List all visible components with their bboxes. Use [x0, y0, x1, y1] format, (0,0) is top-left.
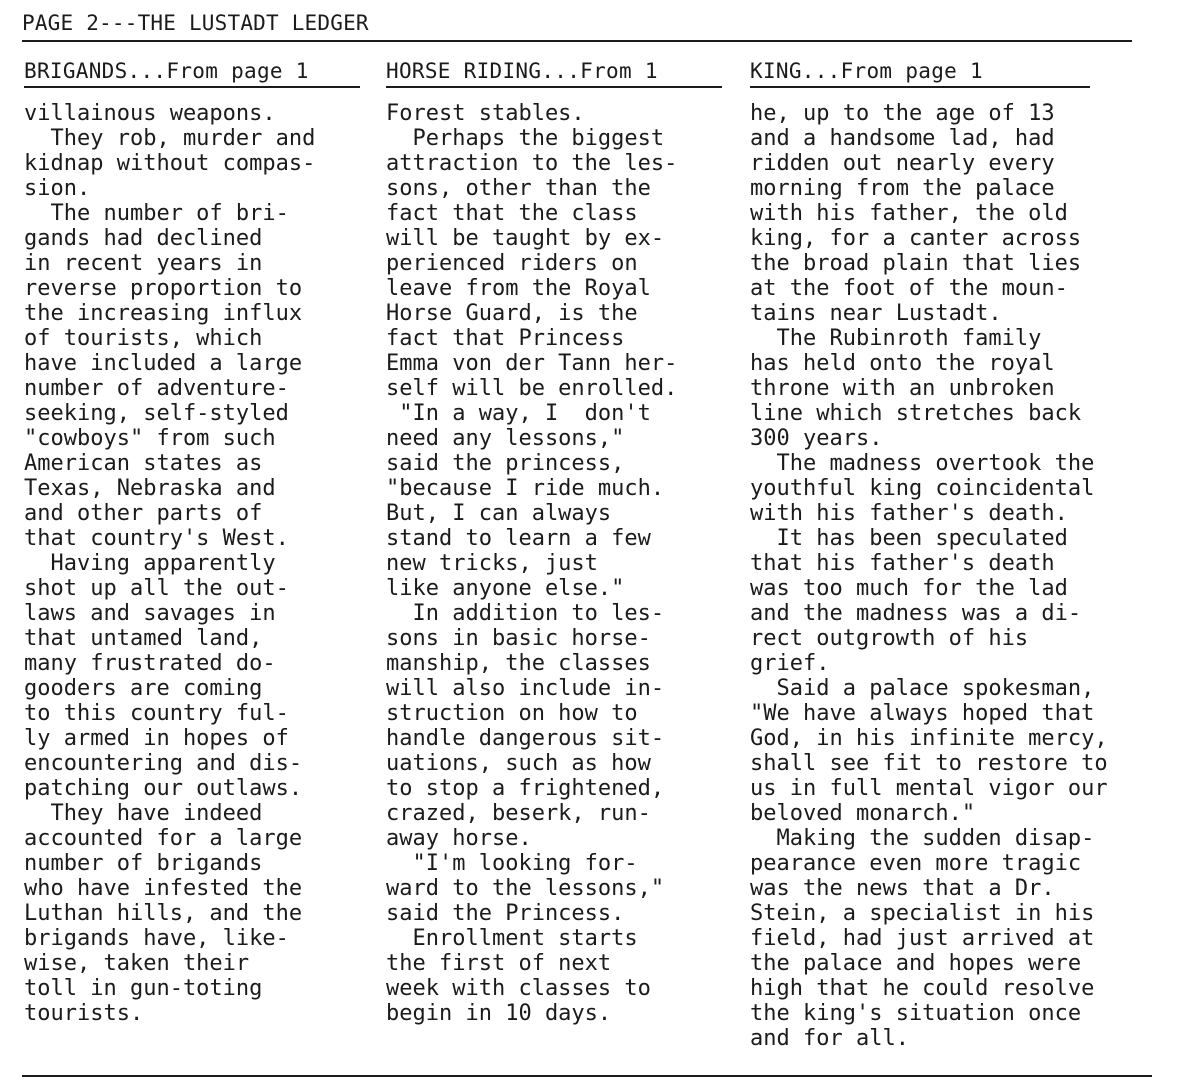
article-line: Enrollment starts [386, 926, 638, 951]
article-line: ridden out nearly every [750, 151, 1055, 176]
article-line: youthful king coincidental [750, 476, 1095, 501]
article-line: 300 years. [750, 426, 883, 451]
article-line: crazed, beserk, run- [386, 801, 651, 826]
article-line: brigands have, like- [24, 926, 289, 951]
article-line: many frustrated do- [24, 651, 276, 676]
article-line: was too much for the lad [750, 576, 1068, 601]
article-line: Stein, a specialist in his [750, 901, 1095, 926]
article-line: Perhaps the biggest [386, 126, 665, 151]
article-column-horse-riding [386, 58, 722, 1026]
article-line: has held onto the royal [750, 351, 1055, 376]
article-line: the palace and hopes were [750, 951, 1082, 976]
article-line: fact that the class [386, 201, 638, 226]
article-line: accounted for a large [24, 826, 303, 851]
article-line: tourists. [24, 1001, 144, 1026]
article-line: ward to the lessons," [386, 876, 665, 901]
article-line: to this country ful- [24, 701, 289, 726]
article-line: high that he could resolve [750, 976, 1095, 1001]
article-line: to stop a frightened, [386, 776, 665, 801]
article-line: The madness overtook the [750, 451, 1095, 476]
article-line: Emma von der Tann her- [386, 351, 678, 376]
article-line: patching our outlaws. [24, 776, 303, 801]
column-body-brigands [24, 101, 360, 1026]
article-line: reverse proportion to [24, 276, 303, 301]
footer-rule [22, 1075, 1152, 1077]
article-line: the broad plain that lies [750, 251, 1082, 276]
article-line: seeking, self-styled [24, 401, 289, 426]
article-line: with his father's death. [750, 501, 1068, 526]
article-line: the first of next [386, 951, 612, 976]
article-line: kidnap without compas- [24, 151, 316, 176]
article-line: uations, such as how [386, 751, 651, 776]
article-line: handle dangerous sit- [386, 726, 665, 751]
article-line: grief. [750, 651, 830, 676]
article-line: with his father, the old [750, 201, 1068, 226]
article-line: like anyone else." [386, 576, 625, 601]
article-line: pearance even more tragic [750, 851, 1082, 876]
article-line: shall see fit to restore to [750, 751, 1108, 776]
article-line: self will be enrolled. [386, 376, 678, 401]
article-line: They have indeed [24, 801, 263, 826]
article-line: and for all. [750, 1026, 909, 1051]
article-line: Luthan hills, and the [24, 901, 303, 926]
article-line: American states as [24, 451, 263, 476]
column-heading-king: KING...From page 1 [750, 58, 1090, 88]
article-line: Said a palace spokesman, [750, 676, 1095, 701]
article-line: rect outgrowth of his [750, 626, 1029, 651]
article-line: away horse. [386, 826, 532, 851]
article-line: leave from the Royal [386, 276, 651, 301]
article-line: toll in gun-toting [24, 976, 263, 1001]
article-line: was the news that a Dr. [750, 876, 1055, 901]
column-body-king [750, 101, 1108, 1051]
article-line: morning from the palace [750, 176, 1055, 201]
page-header [22, 10, 1132, 42]
article-line: number of brigands [24, 851, 263, 876]
article-line: field, had just arrived at [750, 926, 1095, 951]
page-header-title: PAGE 2---THE LUSTADT LEDGER [22, 11, 369, 35]
article-line: new tricks, just [386, 551, 598, 576]
article-line: "because I ride much. [386, 476, 665, 501]
article-column-brigands [24, 58, 360, 1026]
article-line: number of adventure- [24, 376, 289, 401]
article-line: and other parts of [24, 501, 263, 526]
article-line: that his father's death [750, 551, 1055, 576]
article-line: Having apparently [24, 551, 276, 576]
article-line: tains near Lustadt. [750, 301, 1002, 326]
article-line: "In a way, I don't [386, 401, 651, 426]
article-line: Texas, Nebraska and [24, 476, 276, 501]
article-line: manship, the classes [386, 651, 651, 676]
article-line: sons, other than the [386, 176, 651, 201]
article-line: that country's West. [24, 526, 289, 551]
article-line: ly armed in hopes of [24, 726, 289, 751]
article-line: have included a large [24, 351, 303, 376]
article-line: stand to learn a few [386, 526, 651, 551]
article-line: sion. [24, 176, 91, 201]
article-line: God, in his infinite mercy, [750, 726, 1108, 751]
article-line: Horse Guard, is the [386, 301, 638, 326]
article-line: said the Princess. [386, 901, 625, 926]
article-line: the increasing influx [24, 301, 303, 326]
article-line: and a handsome lad, had [750, 126, 1055, 151]
article-line: fact that Princess [386, 326, 625, 351]
article-line: throne with an unbroken [750, 376, 1055, 401]
article-line: struction on how to [386, 701, 638, 726]
article-line: in recent years in [24, 251, 263, 276]
article-line: The number of bri- [24, 201, 289, 226]
article-line: laws and savages in [24, 601, 276, 626]
article-line: villainous weapons. [24, 101, 276, 126]
article-line: But, I can always [386, 501, 612, 526]
article-column-king [750, 58, 1108, 1051]
article-line: at the foot of the moun- [750, 276, 1068, 301]
article-line: of tourists, which [24, 326, 263, 351]
article-line: gooders are coming [24, 676, 263, 701]
article-line: The Rubinroth family [750, 326, 1042, 351]
article-line: "We have always hoped that [750, 701, 1095, 726]
article-line: Forest stables. [386, 101, 585, 126]
article-line: will be taught by ex- [386, 226, 665, 251]
column-heading-brigands: BRIGANDS...From page 1 [24, 58, 360, 88]
article-line: will also include in- [386, 676, 665, 701]
article-line: perienced riders on [386, 251, 638, 276]
article-line: and the madness was a di- [750, 601, 1082, 626]
article-line: encountering and dis- [24, 751, 303, 776]
article-line: "cowboys" from such [24, 426, 276, 451]
article-line: need any lessons," [386, 426, 625, 451]
article-line: "I'm looking for- [386, 851, 638, 876]
article-line: who have infested the [24, 876, 303, 901]
article-line: sons in basic horse- [386, 626, 651, 651]
article-line: the king's situation once [750, 1001, 1082, 1026]
article-line: said the princess, [386, 451, 625, 476]
article-line: Making the sudden disap- [750, 826, 1095, 851]
article-line: It has been speculated [750, 526, 1068, 551]
article-line: shot up all the out- [24, 576, 289, 601]
article-line: line which stretches back [750, 401, 1082, 426]
column-body-horse-riding [386, 101, 722, 1026]
article-line: begin in 10 days. [386, 1001, 612, 1026]
article-line: In addition to les- [386, 601, 665, 626]
article-line: us in full mental vigor our [750, 776, 1108, 801]
article-line: he, up to the age of 13 [750, 101, 1055, 126]
article-line: attraction to the les- [386, 151, 678, 176]
column-heading-horse-riding: HORSE RIDING...From 1 [386, 58, 722, 88]
article-line: They rob, murder and [24, 126, 316, 151]
article-line: wise, taken their [24, 951, 250, 976]
article-line: that untamed land, [24, 626, 263, 651]
article-line: beloved monarch." [750, 801, 976, 826]
article-line: king, for a canter across [750, 226, 1082, 251]
article-line: gands had declined [24, 226, 263, 251]
article-line: week with classes to [386, 976, 651, 1001]
